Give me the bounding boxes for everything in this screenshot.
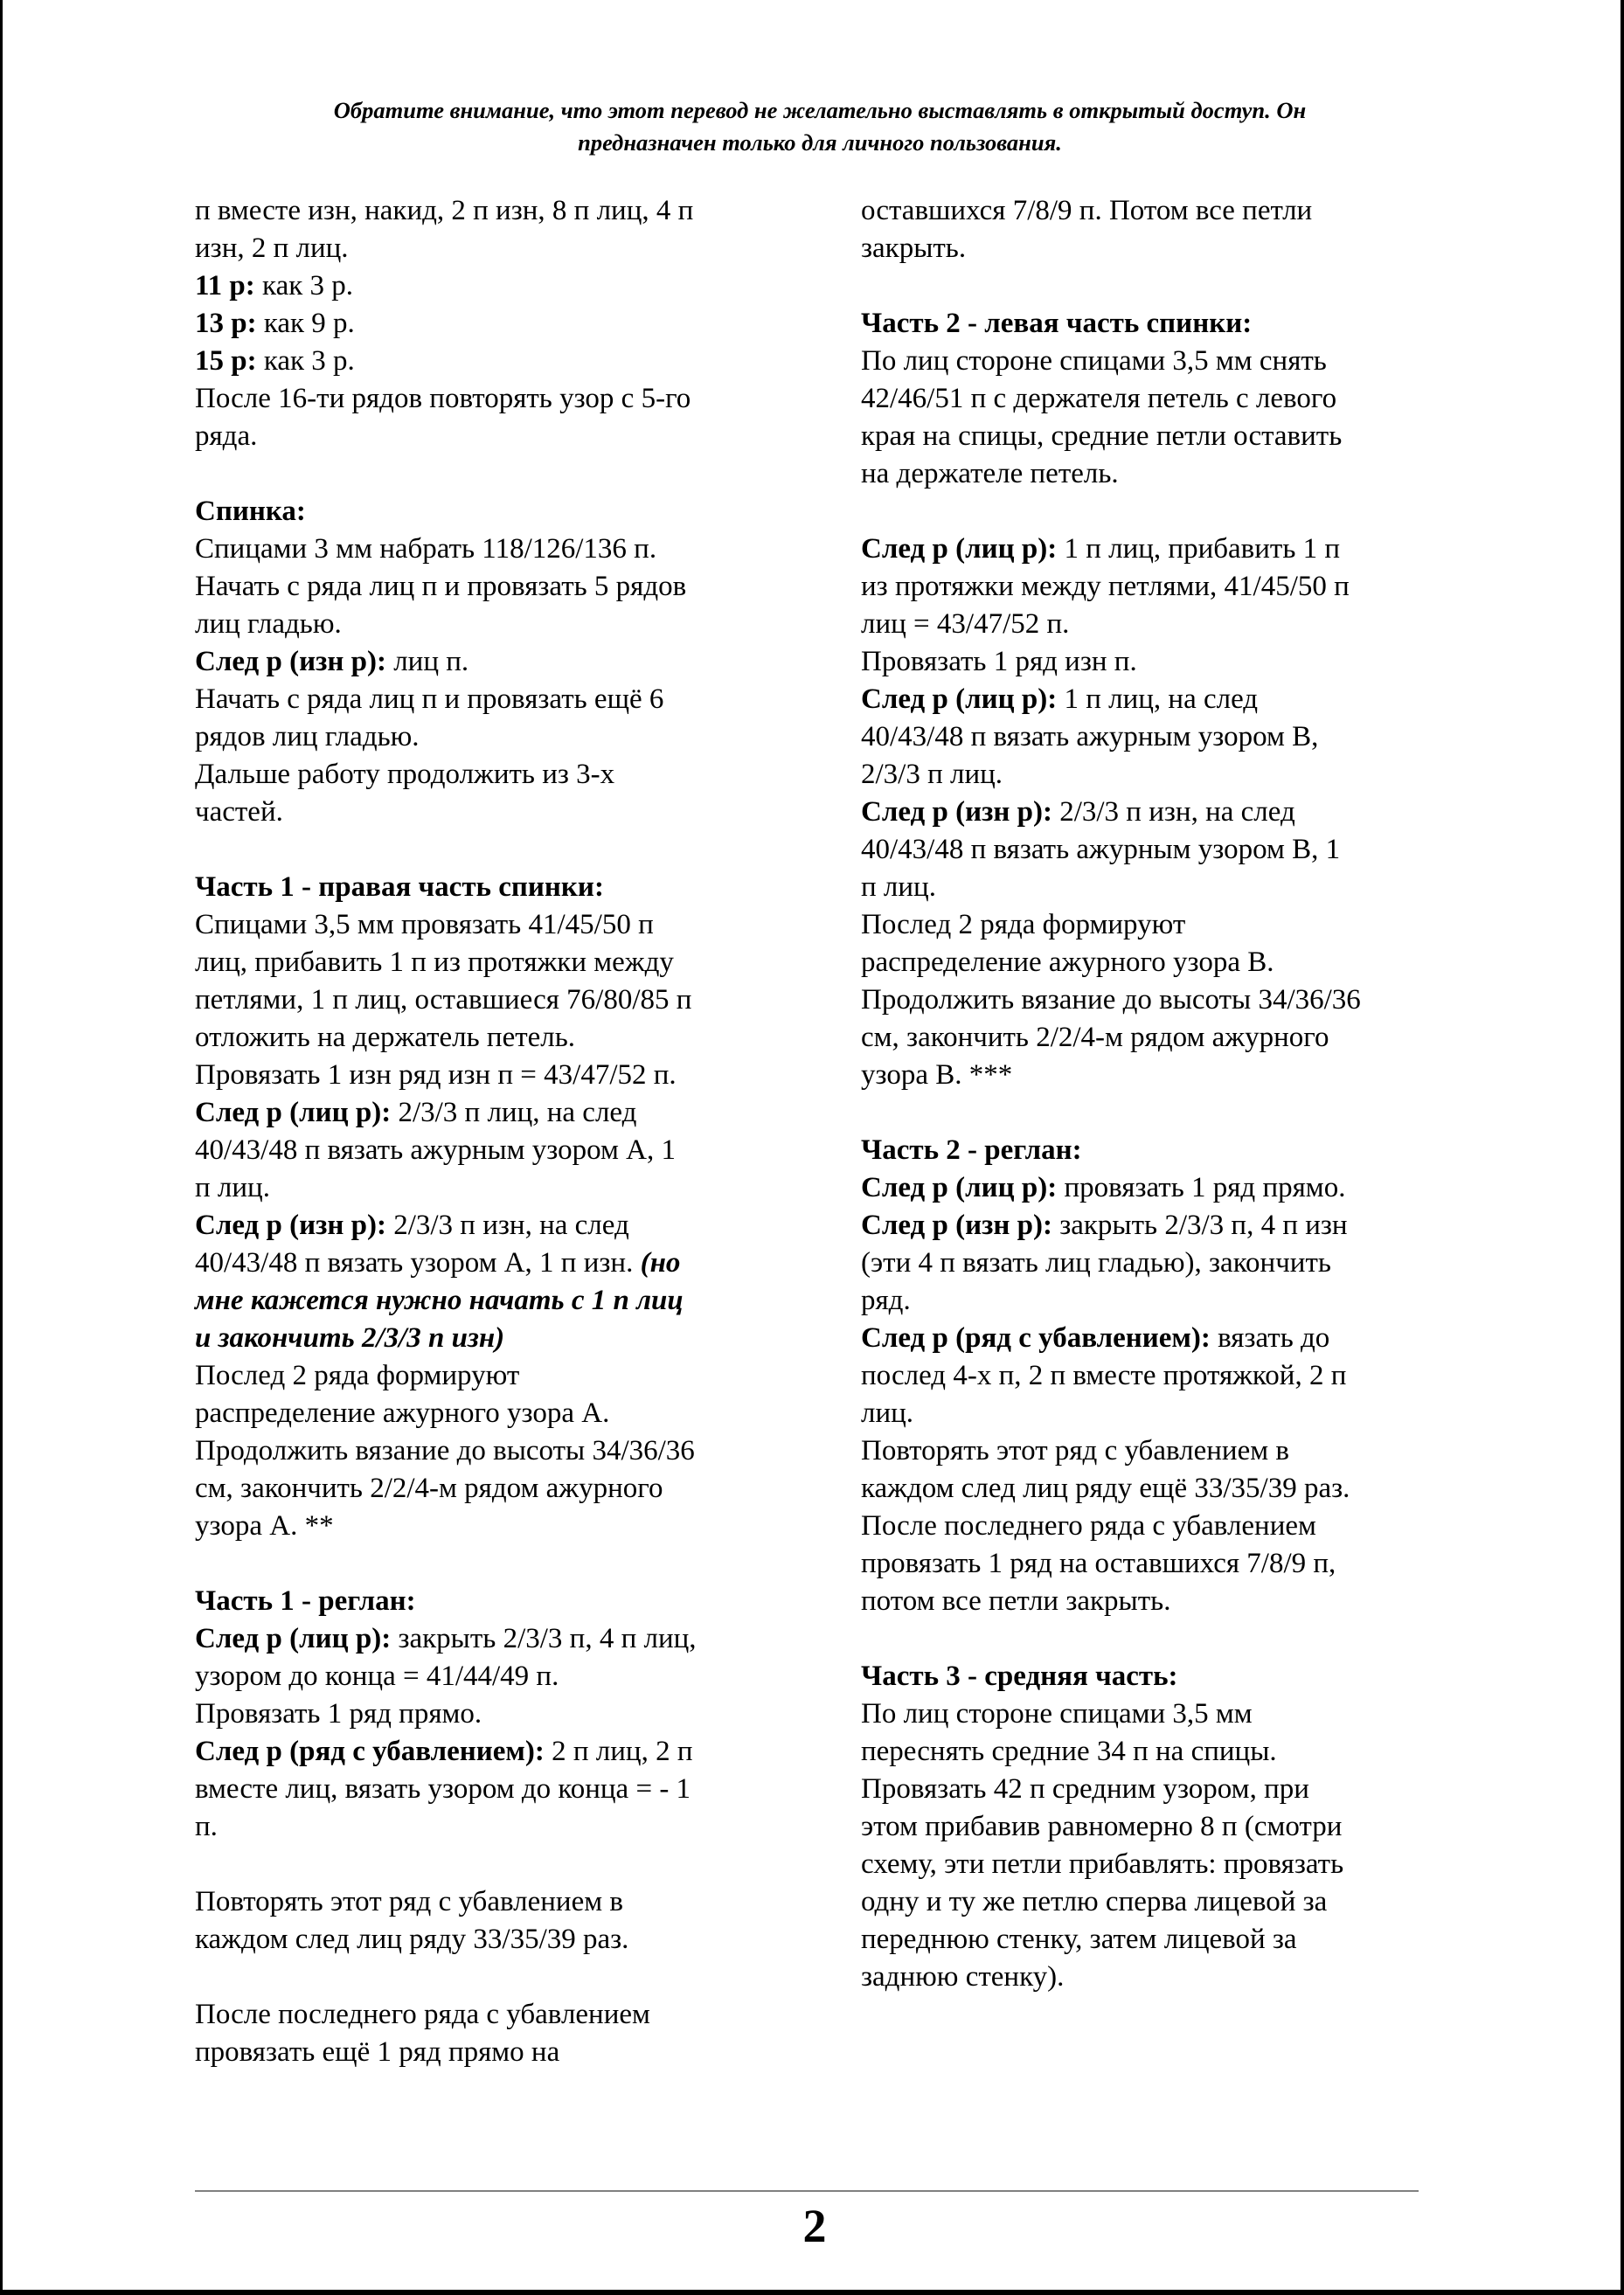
- text-line: распределение ажурного узора А.: [195, 1397, 610, 1429]
- text-line: лиц = 43/47/52 п.: [861, 608, 1070, 640]
- section-heading: [861, 1658, 1438, 1695]
- text-line: потом все петли закрыть.: [861, 1585, 1171, 1617]
- text-line: 40/43/48 п вязать ажурным узором В,: [861, 721, 1319, 752]
- row-text: лиц п.: [385, 646, 469, 677]
- text-line: Начать с ряда лиц п и провязать ещё 6: [195, 683, 664, 715]
- text-line: 40/43/48 п вязать ажурным узором В, 1: [861, 834, 1341, 865]
- text-line: Провязать 1 ряд прямо.: [195, 1698, 482, 1730]
- text-line: послед 4-х п, 2 п вместе протяжкой, 2 п: [861, 1360, 1347, 1391]
- row-instruction: [861, 1320, 1438, 1357]
- heading-text: Часть 2 - реглан:: [861, 1134, 1082, 1166]
- text-line: Послед 2 ряда формируют: [195, 1360, 520, 1391]
- section-heading: [195, 493, 781, 530]
- text-line: Спицами 3,5 мм провязать 41/45/50 п: [195, 909, 654, 940]
- row-label: 15 р:: [195, 345, 257, 377]
- text-line: Провязать 42 п средним узором, при: [861, 1773, 1309, 1805]
- row-instruction: [195, 305, 781, 343]
- row-instruction: [861, 794, 1438, 831]
- text-line: [195, 1245, 781, 1282]
- translator-note: (но: [640, 1247, 681, 1279]
- text-line: из протяжки между петлями, 41/45/50 п: [861, 571, 1350, 602]
- text-line: После 16-ти рядов повторять узор с 5-го: [195, 383, 691, 414]
- row-instruction: [195, 1094, 781, 1132]
- row-instruction: [195, 1207, 781, 1245]
- row-label: 11 р:: [195, 270, 255, 302]
- text-line: п вместе изн, накид, 2 п изн, 8 п лиц, 4 п: [195, 195, 694, 226]
- row-instruction: [195, 343, 781, 380]
- text-line: Спицами 3 мм набрать 118/126/136 п.: [195, 533, 657, 565]
- text-line: По лиц стороне спицами 3,5 мм: [861, 1698, 1253, 1730]
- row-label: 13 р:: [195, 308, 257, 339]
- section-heading: [195, 869, 781, 906]
- row-text: 1 п лиц, прибавить 1 п: [1057, 533, 1341, 565]
- text-line: схему, эти петли прибавлять: провязать: [861, 1848, 1344, 1880]
- heading-text: Спинка:: [195, 496, 306, 527]
- text-line: петлями, 1 п лиц, оставшиеся 76/80/85 п: [195, 984, 692, 1016]
- text-line: вместе лиц, вязать узором до конца = - 1: [195, 1773, 691, 1805]
- row-text: 1 п лиц, на след: [1057, 683, 1259, 715]
- row-text: 2/3/3 п изн, на след: [385, 1210, 629, 1241]
- text-line: Продолжить вязание до высоты 34/36/36: [861, 984, 1361, 1016]
- row-label: След р (изн р):: [861, 796, 1052, 828]
- text-line: лиц.: [861, 1397, 914, 1429]
- heading-text: Часть 3 - средняя часть:: [861, 1661, 1178, 1692]
- page-number: 2: [802, 2200, 827, 2252]
- heading-text: Часть 1 - реглан:: [195, 1585, 416, 1617]
- row-instruction: [861, 1169, 1438, 1207]
- text-line: Начать с ряда лиц п и провязать 5 рядов: [195, 571, 687, 602]
- translator-note-line: [195, 1320, 781, 1357]
- text-line: Повторять этот ряд с убавлением в: [195, 1886, 623, 1917]
- text-line: По лиц стороне спицами 3,5 мм снять: [861, 345, 1327, 377]
- text-line: Дальше работу продолжить из 3-х: [195, 759, 615, 790]
- row-text: как 3 р.: [256, 345, 355, 377]
- text-line: переснять средние 34 п на спицы.: [861, 1736, 1277, 1767]
- text-line: частей.: [195, 796, 283, 828]
- row-label: След р (лиц р):: [195, 1623, 392, 1654]
- row-instruction: [195, 643, 781, 681]
- row-text: как 9 р.: [256, 308, 355, 339]
- text-line: Провязать 1 ряд изн п.: [861, 646, 1137, 677]
- text-line: каждом след лиц ряду 33/35/39 раз.: [195, 1924, 629, 1955]
- heading-text: Часть 1 - правая часть спинки:: [195, 871, 604, 903]
- row-instruction: [195, 1620, 781, 1658]
- text-line: п лиц.: [195, 1172, 270, 1203]
- translator-note: и закончить 2/3/3 п изн): [195, 1322, 505, 1354]
- text-line: отложить на держатель петель.: [195, 1022, 576, 1053]
- row-label: След р (лиц р):: [861, 683, 1058, 715]
- text-line: После последнего ряда с убавлением: [195, 1999, 650, 2030]
- row-text: закрыть 2/3/3 п, 4 п лиц,: [391, 1623, 697, 1654]
- section-heading: [861, 1132, 1438, 1169]
- text-line: изн, 2 п лиц.: [195, 232, 349, 264]
- text-line: 40/43/48 п вязать ажурным узором А, 1: [195, 1134, 676, 1166]
- row-label: След р (ряд с убавлением):: [195, 1736, 545, 1767]
- section-heading: [861, 305, 1438, 343]
- row-text: как 3 р.: [254, 270, 353, 302]
- text-line: закрыть.: [861, 232, 967, 264]
- text-line: провязать ещё 1 ряд прямо на: [195, 2036, 560, 2068]
- row-instruction: [861, 530, 1438, 568]
- right-column: [861, 192, 1438, 1996]
- row-text: 40/43/48 п вязать узором А, 1 п изн.: [195, 1247, 641, 1279]
- left-column: [195, 192, 781, 2071]
- translator-note: мне кажется нужно начать с 1 п лиц: [195, 1285, 684, 1316]
- row-label: След р (лиц р):: [861, 1172, 1058, 1203]
- heading-text: Часть 2 - левая часть спинки:: [861, 308, 1253, 339]
- text-line: Послед 2 ряда формируют: [861, 909, 1186, 940]
- row-instruction: [861, 1207, 1438, 1245]
- translator-note-line: [195, 1282, 781, 1320]
- row-text: закрыть 2/3/3 п, 4 п изн: [1051, 1210, 1348, 1241]
- header-notice-line: предназначен только для личного пользования.: [578, 129, 1062, 156]
- text-line: одну и ту же петлю сперва лицевой за: [861, 1886, 1328, 1917]
- row-instruction: [861, 681, 1438, 718]
- row-instruction: [195, 1733, 781, 1771]
- text-line: Провязать 1 изн ряд изн п = 43/47/52 п.: [195, 1059, 677, 1091]
- text-line: (эти 4 п вязать лиц гладью), закончить: [861, 1247, 1331, 1279]
- footer-divider: [195, 2190, 1419, 2192]
- text-line: ряд.: [861, 1285, 911, 1316]
- row-label: След р (ряд с убавлением):: [861, 1322, 1211, 1354]
- section-heading: [195, 1583, 781, 1620]
- text-line: узором до конца = 41/44/49 п.: [195, 1661, 559, 1692]
- text-line: Повторять этот ряд с убавлением в: [861, 1435, 1289, 1466]
- text-line: на держателе петель.: [861, 458, 1119, 489]
- text-line: Продолжить вязание до высоты 34/36/36: [195, 1435, 695, 1466]
- row-text: провязать 1 ряд прямо.: [1057, 1172, 1346, 1203]
- row-label: След р (изн р):: [195, 1210, 386, 1241]
- row-label: След р (изн р):: [195, 646, 386, 677]
- text-line: каждом след лиц ряду ещё 33/35/39 раз.: [861, 1473, 1350, 1504]
- row-label: След р (лиц р):: [195, 1097, 392, 1128]
- text-line: п.: [195, 1811, 218, 1842]
- text-line: После последнего ряда с убавлением: [861, 1510, 1316, 1542]
- row-instruction: [195, 267, 781, 305]
- text-line: переднюю стенку, затем лицевой за: [861, 1924, 1297, 1955]
- text-line: лиц, прибавить 1 п из протяжки между: [195, 946, 674, 978]
- text-line: рядов лиц гладью.: [195, 721, 420, 752]
- text-line: см, закончить 2/2/4-м рядом ажурного: [195, 1473, 663, 1504]
- row-label: След р (изн р):: [861, 1210, 1052, 1241]
- row-text: вязать до: [1210, 1322, 1330, 1354]
- text-line: этом прибавив равномерно 8 п (смотри: [861, 1811, 1343, 1842]
- text-line: лиц гладью.: [195, 608, 342, 640]
- text-line: 2/3/3 п лиц.: [861, 759, 1003, 790]
- row-text: 2/3/3 п лиц, на след: [391, 1097, 637, 1128]
- row-label: След р (лиц р):: [861, 533, 1058, 565]
- text-line: края на спицы, средние петли оставить: [861, 420, 1343, 452]
- text-line: см, закончить 2/2/4-м рядом ажурного: [861, 1022, 1329, 1053]
- row-text: 2 п лиц, 2 п: [544, 1736, 693, 1767]
- text-line: п лиц.: [861, 871, 936, 903]
- header-notice-line: Обратите внимание, что этот перевод не желательно выставлять в открытый доступ. Он: [333, 97, 1307, 123]
- text-line: распределение ажурного узора В.: [861, 946, 1274, 978]
- text-line: узора А. **: [195, 1510, 334, 1542]
- row-text: 2/3/3 п изн, на след: [1051, 796, 1295, 828]
- text-line: узора В. ***: [861, 1059, 1013, 1091]
- text-line: 42/46/51 п с держателя петель с левого: [861, 383, 1337, 414]
- text-line: заднюю стенку).: [861, 1961, 1065, 1993]
- text-line: провязать 1 ряд на оставшихся 7/8/9 п,: [861, 1548, 1336, 1579]
- text-line: ряда.: [195, 420, 258, 452]
- text-line: оставшихся 7/8/9 п. Потом все петли: [861, 195, 1313, 226]
- header-notice: [195, 94, 1445, 159]
